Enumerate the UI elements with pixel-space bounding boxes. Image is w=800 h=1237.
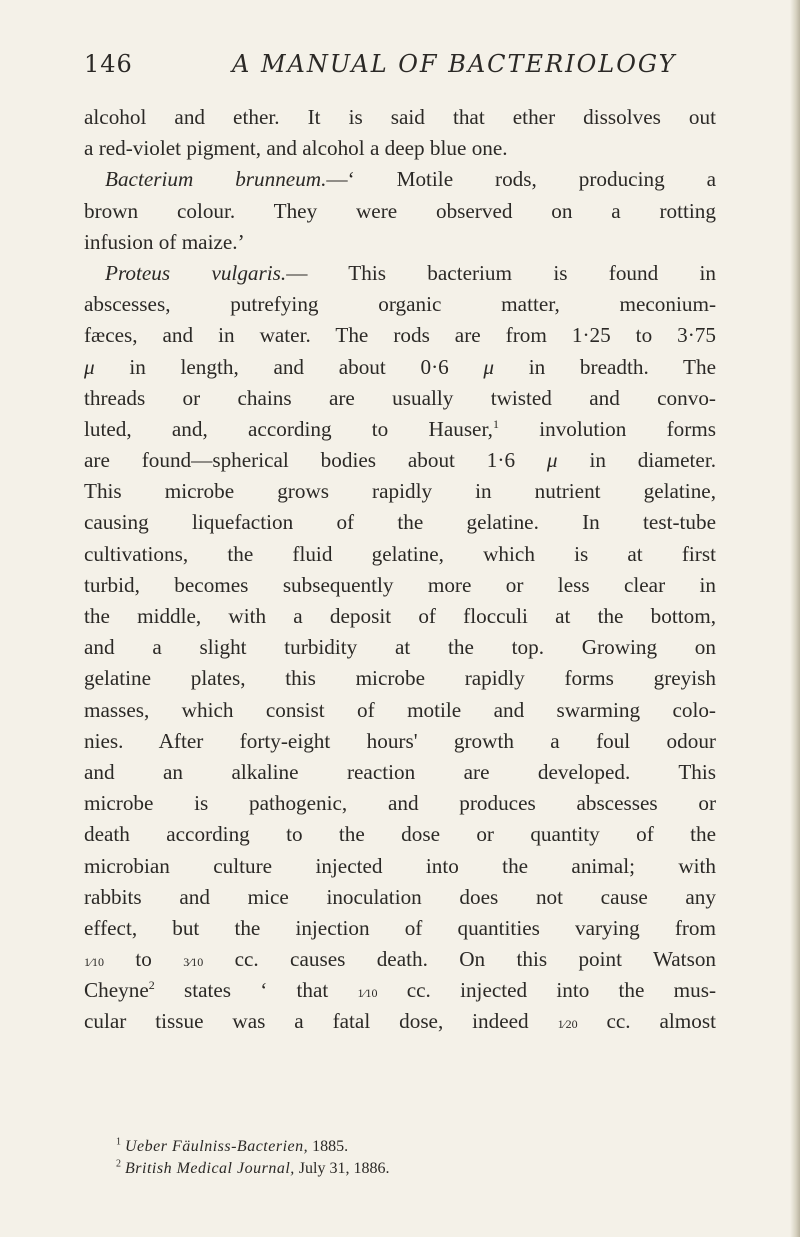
- text-line: death according to the dose or quantity of the: [84, 822, 716, 847]
- text-line: and a slight turbidity at the top. Growing on: [84, 635, 716, 660]
- text-line: This microbe grows rapidly in nutrient gelatine,: [84, 479, 716, 504]
- text-line: brown colour. They were observed on a rotting: [84, 198, 716, 223]
- fraction: 1⁄10: [84, 955, 105, 970]
- text-line: and an alkaline reaction are developed. This: [84, 759, 716, 784]
- text-line: microbe is pathogenic, and produces abscesses or: [84, 791, 716, 816]
- text-line: infusion of maize.’: [84, 229, 245, 254]
- species-name: Proteus vulgaris.: [105, 260, 287, 285]
- text-line: rabbits and mice inoculation does not cause any: [84, 884, 716, 909]
- text-line: turbid, becomes subsequently more or less clear in: [84, 572, 716, 597]
- text-line: are found—spherical bodies about 1·6 μ in diameter.: [84, 448, 717, 473]
- species-name: Bacterium brunneum.: [105, 167, 327, 192]
- footnote-ref: 1: [492, 416, 499, 431]
- text-line: causing liquefaction of the gelatine. In test-tube: [84, 510, 716, 535]
- body-text: [84, 102, 716, 1038]
- footnotes: [116, 1136, 716, 1180]
- text-line: Proteus vulgaris.— This bacterium is found in: [105, 260, 716, 285]
- text-line: μ in length, and about 0·6 μ in breadth. The: [84, 354, 716, 379]
- fraction: 1⁄20: [557, 1017, 578, 1032]
- fraction: 3⁄10: [183, 955, 204, 970]
- text-line: fæces, and in water. The rods are from 1·25 to 3·75: [84, 323, 716, 348]
- page-edge-shadow: [790, 0, 800, 1237]
- text-line: nies. After forty-eight hours' growth a foul odour: [84, 728, 716, 753]
- running-title: A MANUAL OF BACTERIOLOGY: [232, 50, 677, 78]
- text-line: a red-violet pigment, and alcohol a deep blue one.: [84, 136, 508, 161]
- text-line: gelatine plates, this microbe rapidly forms greyish: [84, 666, 716, 691]
- footnote-ref: 2: [148, 978, 155, 993]
- text-line: luted, and, according to Hauser,$^1$ involution forms: [84, 416, 717, 441]
- page-number: 146: [84, 50, 133, 78]
- page-header: [84, 50, 724, 84]
- text-line: cultivations, the fluid gelatine, which is at first: [84, 541, 716, 566]
- text-line: threads or chains are usually twisted and convo-: [84, 385, 716, 410]
- text-line: abscesses, putrefying organic matter, meconium-: [84, 292, 716, 317]
- text-line: microbian culture injected into the animal; with: [84, 853, 716, 878]
- text-line: masses, which consist of motile and swarming colo-: [84, 697, 716, 722]
- text-line: 1⁄10 to 3⁄10 cc. causes death. On this point Watson: [84, 947, 717, 972]
- text-line: effect, but the injection of quantities varying from: [84, 915, 716, 940]
- footnote: $^1$ Ueber Fäulniss-Bacterien, 1885.: [116, 1136, 349, 1155]
- text-line: Cheyne$^2$ states ‘ that 1⁄10 cc. injected into the mus-: [84, 978, 717, 1003]
- text-line: the middle, with a deposit of flocculi at the bottom,: [84, 604, 716, 628]
- text-line: Bacterium brunneum.—‘ Motile rods, producing a: [105, 167, 716, 192]
- footnote: $^2$ British Medical Journal, July 31, 1886.: [116, 1158, 390, 1177]
- fraction: 1⁄10: [357, 986, 378, 1001]
- text-line: cular tissue was a fatal dose, indeed 1⁄20 cc. almost: [84, 1009, 716, 1034]
- text-line: alcohol and ether. It is said that ether dissolves out: [84, 105, 716, 129]
